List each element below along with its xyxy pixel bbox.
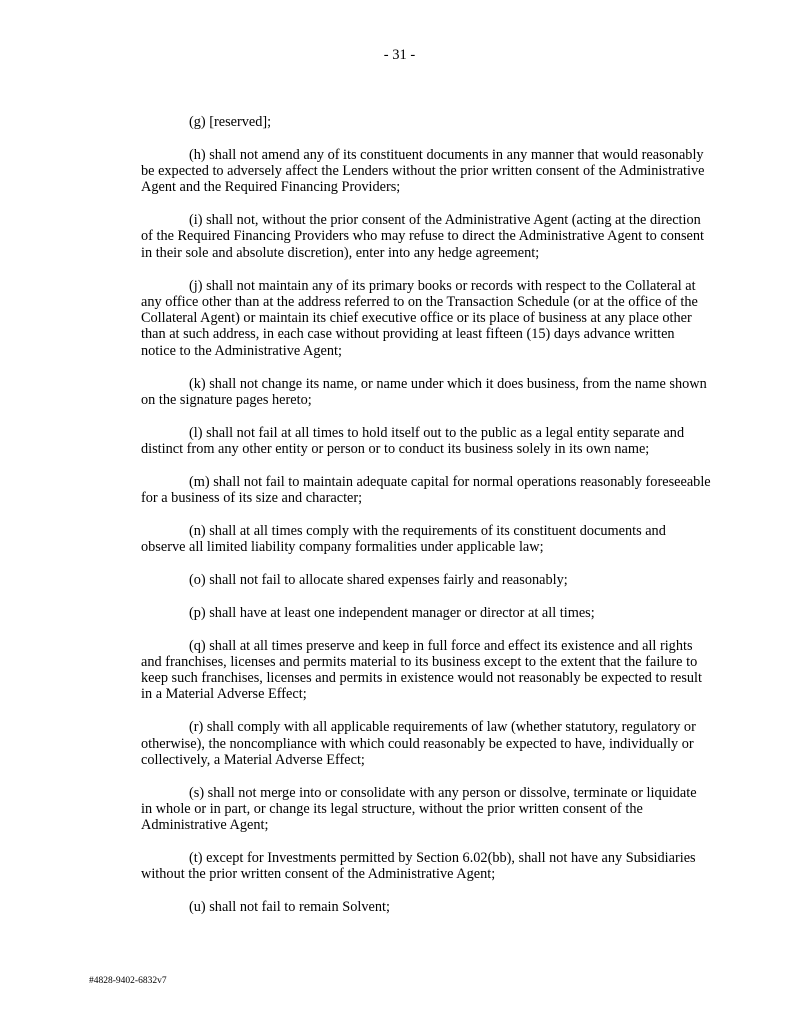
clause-m: (m) shall not fail to maintain adequate capital for normal operations reasonably foreseeable for a business of its size and character; xyxy=(141,473,711,507)
clause-s: (s) shall not merge into or consolidate with any person or dissolve, terminate or liquidate in whole or in part, or change its legal structure, without the prior written consent of the Administrative Agent; xyxy=(141,784,697,834)
clause-o: (o) shall not fail to allocate shared expenses fairly and reasonably; xyxy=(189,571,568,588)
clause-r: (r) shall comply with all applicable requirements of law (whether statutory, regulatory or otherwise), the noncompliance with which could reasonably be expected to have, individually or collectively, a Material Adverse Effect; xyxy=(141,719,696,768)
document-id: #4828-9402-6832v7 xyxy=(89,976,167,986)
document-body xyxy=(141,114,711,932)
clause-h: (h) shall not amend any of its constituent documents in any manner that would reasonably be expected to adversely affect the Lenders without the prior written consent of the Administrative Agent and the Required Financing Providers; xyxy=(141,146,705,196)
clause-g: (g) [reserved]; xyxy=(189,114,272,130)
clause-i: (i) shall not, without the prior consent of the Administrative Agent (acting at the direction of the Required Financing Providers who may refuse to direct the Administrative Agent to consent in their sole and absolute discretion), enter into any hedge agreement; xyxy=(141,212,705,261)
clause-k: (k) shall not change its name, or name under which it does business, from the name shown on the signature pages hereto; xyxy=(141,375,707,408)
clause-q: (q) shall at all times preserve and keep in full force and effect its existence and all rights and franchises, licenses and permits material to its business except to the extent that the failure to keep such franchises, licenses and permits in existence would not reasonably be expected to result in a Material Adverse Effect; xyxy=(141,637,702,703)
clause-n: (n) shall at all times comply with the requirements of its constituent documents and observe all limited liability company formalities under applicable law; xyxy=(141,522,666,556)
clause-l: (l) shall not fail at all times to hold itself out to the public as a legal entity separate and distinct from any other entity or person or to conduct its business solely in its own name; xyxy=(141,424,685,457)
clause-j: (j) shall not maintain any of its primary books or records with respect to the Collateral at any office other than at the address referred to on the Transaction Schedule (or at the office of the Collateral Agent) or maintain its chief executive office or its place of business at any place other than at such address, in each case without providing at least fifteen (15) days advance written notice to the Administrative Agent; xyxy=(141,277,698,359)
clause-t: (t) except for Investments permitted by Section 6.02(bb), shall not have any Subsidiaries without the prior written consent of the Administrative Agent; xyxy=(141,850,696,883)
clause-u: (u) shall not fail to remain Solvent; xyxy=(189,899,390,916)
clause-p: (p) shall have at least one independent manager or director at all times; xyxy=(189,604,595,621)
page-number: - 31 - xyxy=(383,47,416,63)
